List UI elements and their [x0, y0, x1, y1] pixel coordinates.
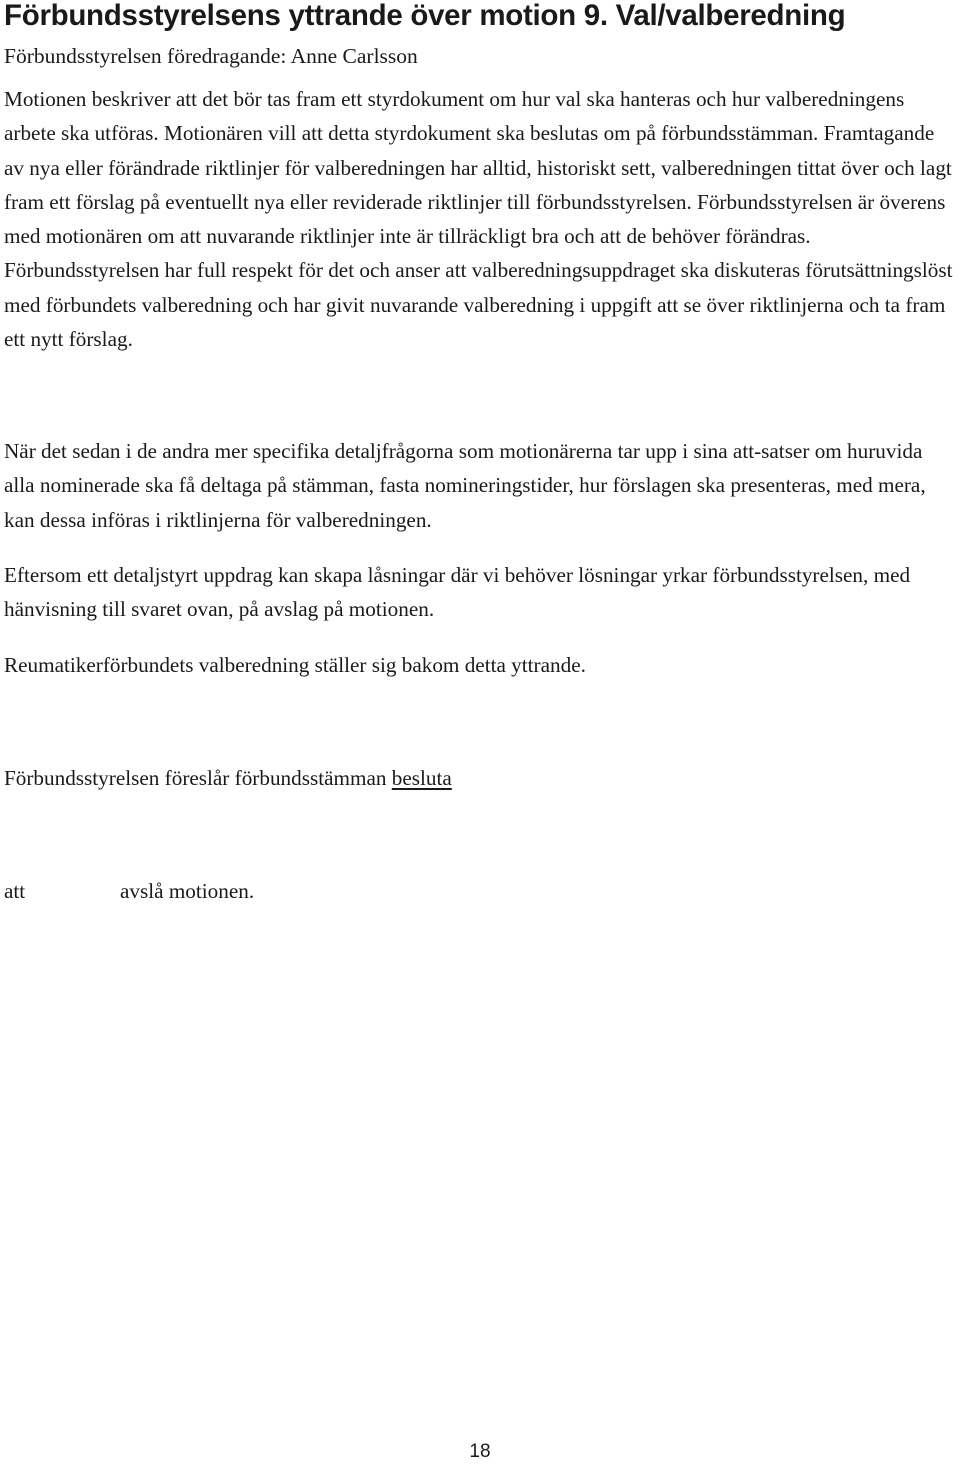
paragraph-4: Reumatikerförbundets valberedning ställer sig bakom detta yttrande.	[4, 653, 586, 677]
proposal-underlined-word: besluta	[391, 766, 452, 790]
document-title: Förbundsstyrelsens yttrande över motion 9. Val/valberedning	[4, 0, 846, 32]
paragraph-1: Motionen beskriver att det bör tas fram ett styrdokument om hur val ska hanteras och hur valberedningens arbete ska utföras. Motionären vill att detta styrdokument ska beslutas om på förbundsstämman. Framtagande av nya eller förändrade riktlinjer för valberedningen har alltid, historiskt sett, valberedningen tittat över och lagt fram ett förslag på eventuellt nya eller reviderade riktlinjer till förbundsstyrelsen. Förbundsstyrelsen är överens med motionären om att nuvarande riktlinjer inte är tillräckligt bra och att de behöver förändras. Förbundsstyrelsen har full respekt för det och anser att valberedningsuppdraget ska diskuteras förutsättningslöst med förbundets valberedning och har givit nuvarande valberedning i uppgift att se över riktlinjerna och ta fram ett nytt förslag.	[4, 87, 953, 352]
proposal-line	[4, 761, 452, 795]
presenter-line: Förbundsstyrelsen föredragande: Anne Carlsson	[4, 44, 418, 68]
paragraph-2: När det sedan i de andra mer specifika detaljfrågorna som motionärerna tar upp i sina att-satser om huruvida alla nominerade ska få deltaga på stämman, fasta nomineringstider, hur förslagen ska presenteras, med mera, kan dessa införas i riktlinjerna för valberedningen.	[4, 439, 926, 532]
paragraph-3: Eftersom ett detaljstyrt uppdrag kan skapa låsningar där vi behöver lösningar yrkar förbundsstyrelsen, med hänvisning till svaret ovan, på avslag på motionen.	[4, 563, 911, 622]
decision-att-label: att	[4, 879, 26, 903]
proposal-text: Förbundsstyrelsen föreslår förbundsstämman	[4, 766, 387, 790]
decision-text: avslå motionen.	[120, 879, 255, 903]
page-number: 18	[469, 1441, 491, 1462]
